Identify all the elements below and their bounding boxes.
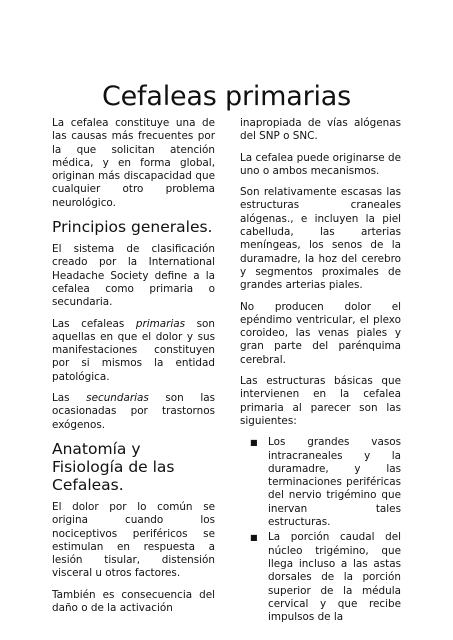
list-item-text: La porción caudal del núcleo trigémino, que llega incluso a las astas dorsales de la porción superior de la médula cervical y que recibe impulsos de la [268, 531, 401, 624]
paragraph-no-dolor: No producen dolor el epéndimo ventricular, el plexo coroideo, las venas piales y gran parte del parénquima cerebral. [240, 300, 401, 366]
paragraph-mecanismos: La cefalea puede originarse de uno o ambos mecanismos. [240, 151, 401, 177]
text-fragment: son las ocasionadas por trastornos exógenos. [52, 392, 215, 431]
paragraph-estructuras-basicas: Las estructuras básicas que intervienen en la cefalea primaria al parecer son las siguientes: [240, 375, 401, 427]
paragraph-nociceptivos: El dolor por lo común se origina cuando los nociceptivos periféricos se estimulan en respuesta a lesión tisular, distensión visceral u otros factores. [52, 500, 215, 580]
text-fragment: son aquellas en que el dolor y sus manifestaciones constituyen por si mismos la entidad patológica. [52, 317, 215, 383]
left-column [52, 117, 215, 623]
paragraph-continuation: inapropiada de vías alógenas del SNP o SNC. [240, 117, 401, 143]
intro-paragraph: La cefalea constituye una de las causas más frecuentes por la que solicitan atención médica, y en forma global, originan más discapacidad que cualquier otro problema neurológico. [52, 117, 215, 209]
paragraph-primarias [52, 318, 215, 384]
term-secundarias: secundarias [86, 392, 149, 405]
page-title: Cefaleas primarias [101, 81, 352, 112]
paragraph-secundarias [52, 392, 215, 432]
heading-principios-generales: Principios generales. [52, 218, 213, 237]
term-primarias: primarias [135, 317, 186, 330]
heading-anatomia-fisiologia: Anatomía y Fisiología de las Cefaleas. [52, 439, 175, 494]
text-fragment: Las [52, 392, 87, 405]
text-fragment: Las cefaleas [52, 317, 136, 330]
square-bullet-icon: ■ [250, 533, 258, 543]
right-column [240, 117, 401, 626]
paragraph-consecuencia: También es consecuencia del daño o de la activación [52, 588, 215, 615]
square-bullet-icon: ■ [250, 438, 258, 448]
paragraph-estructuras-alogenas: Son relativamente escasas las estructuras craneales alógenas., e incluyen la piel cabelluda, las arterias meníngeas, los senos de la duramadre, la hoz del cerebro y segmentos proximales de grandes arterias piales. [240, 186, 401, 292]
list-item [250, 531, 401, 624]
structures-list [250, 436, 401, 624]
list-item [250, 436, 401, 529]
list-item-text: Los grandes vasos intracraneales y la duramadre, y las terminaciones periféricas del nervio trigémino que inervan tales estructuras. [268, 436, 401, 529]
paragraph-clasificacion: El sistema de clasificación creado por la International Headache Society define a la cefalea como primaria o secundaria. [52, 243, 215, 309]
